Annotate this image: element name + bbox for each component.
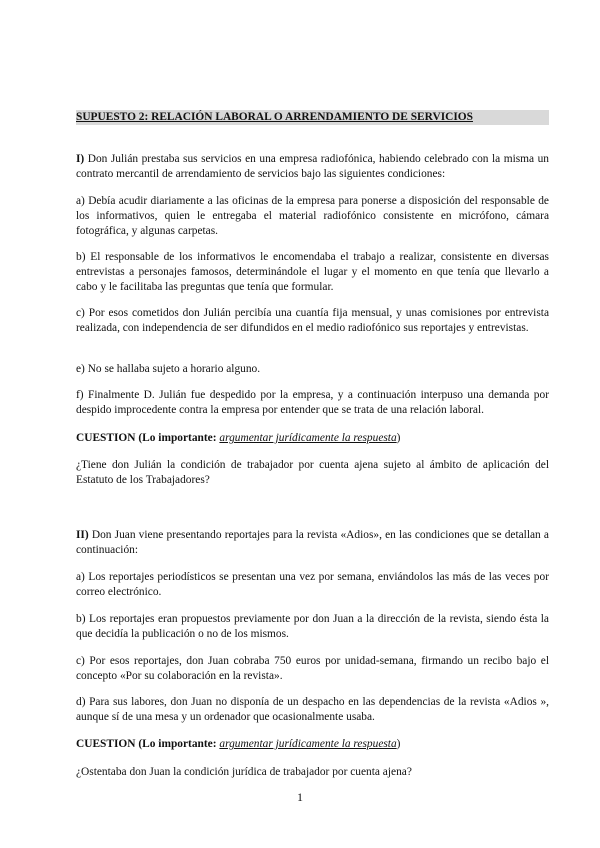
case2-note-label: Lo importante: [142,738,217,750]
case2-question-close: ) [396,738,401,750]
case2-question: ¿Ostentaba don Juan la condición jurídica de trabajador por cuenta ajena? [76,766,412,778]
case2-label: II) [76,529,89,541]
case1-question-open: ( [135,432,143,444]
case1-condition-a: a) Debía acudir diariamente a las oficinas de la empresa para ponerse a disposición del responsable de los informativos, quien le entregaba el material radiofónico consistente en micrófono, cámara fotográfica, y algunas carpetas. [76,195,549,237]
case2-note-text: argumentar jurídicamente la respuesta [219,738,397,750]
case1-intro-text: Don Julián prestaba sus servicios en una empresa radiofónica, habiendo celebrado con la misma un contrato mercantil de arrendamiento de servicios bajo las siguientes condiciones: [76,153,549,180]
document-title: SUPUESTO 2: RELACIÓN LABORAL O ARRENDAMIENTO DE SERVICIOS [76,110,549,125]
case2-condition-b: b) Los reportajes eran propuestos previamente por don Juan a la dirección de la revista, siendo ésta la que decidía la publicación o no de los mismos. [76,613,549,640]
page-number: 1 [297,790,303,804]
case1-note-label: Lo importante: [142,432,217,444]
case1-condition-f: f) Finalmente D. Julián fue despedido por la empresa, y a continuación interpuso una demanda por despido improcedente contra la empresa por entender que se trata de una relación laboral. [76,389,549,416]
case2-condition-c: c) Por esos reportajes, don Juan cobraba 750 euros por unidad-semana, firmando un recibo bajo el concepto «Por su colaboración en la revista». [76,655,549,682]
case1-question-label: CUESTION [76,432,136,444]
case2-condition-a: a) Los reportajes periodísticos se presentan una vez por semana, enviándolos las más de las veces por correo electrónico. [76,571,549,598]
case1-question-close: ) [396,432,401,444]
case1-condition-c: c) Por esos cometidos don Julián percibía una cuantía fija mensual, y unas comisiones por entrevista realizada, con independencia de ser difundidos en el medio radiofónico sus reportajes y entrevistas. [76,307,549,334]
case1-note-text: argumentar jurídicamente la respuesta [219,432,397,444]
case1-condition-e: e) No se hallaba sujeto a horario alguno. [76,363,261,375]
case1-question: ¿Tiene don Julián la condición de trabajador por cuenta ajena sujeto al ámbito de aplicación del Estatuto de los Trabajadores? [76,459,549,486]
case1-intro [76,152,549,182]
case2-intro-text: Don Juan viene presentando reportajes para la revista «Adios», en las condiciones que se detallan a continuación: [76,529,549,556]
case1-question-header [76,431,549,446]
case2-intro [76,528,549,558]
case2-question-header [76,737,549,752]
case2-question-label: CUESTION [76,738,136,750]
case1-condition-b: b) El responsable de los informativos le encomendaba el trabajo a realizar, consistente en diversas entrevistas a personajes famosos, determinándole el lugar y el momento en que tenía que llevarlo a cabo y le facilitaba las preguntas que tenía que formular. [76,251,549,293]
case1-label: I) [76,153,85,165]
case2-condition-d: d) Para sus labores, don Juan no disponía de un despacho en las dependencias de la revista «Adios », aunque sí de una mesa y un ordenador que ocasionalmente usaba. [76,696,549,723]
case2-question-open: ( [135,738,143,750]
